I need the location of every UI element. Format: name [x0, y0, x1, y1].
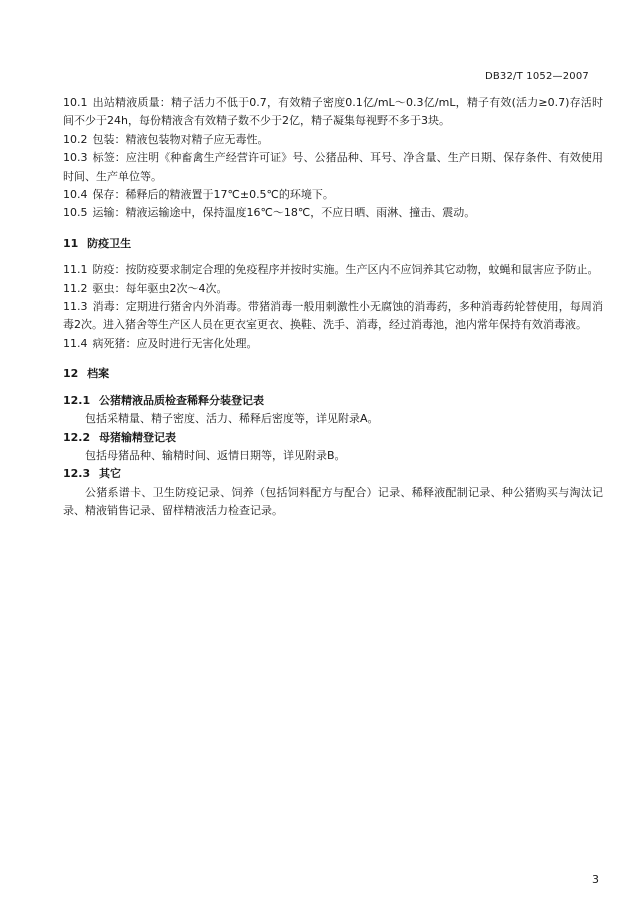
clause-12-1-text: 包括采精量、精子密度、活力、稀释后密度等，详见附录A。 — [85, 412, 379, 426]
clause-text: 包装：精液包装物对精子应无毒性。 — [92, 132, 269, 146]
clause-number: 11.1 — [63, 263, 88, 277]
clause-number: 12.1 — [63, 393, 91, 407]
clause-11-2 — [63, 280, 603, 298]
clause-10-5 — [63, 204, 603, 222]
clause-12-3-title — [63, 465, 603, 483]
clause-12-1-title — [63, 392, 603, 410]
clause-number: 10.3 — [63, 151, 88, 165]
clause-number: 10.1 — [63, 96, 88, 109]
clause-number: 10.2 — [63, 132, 88, 146]
clause-text: 标签：应注明《种畜禽生产经营许可证》号、公猪品种、耳号、净含量、生产日期、保存条件、有效使用时间、生产单位等。 — [63, 151, 603, 183]
clause-10-1 — [63, 94, 603, 131]
clause-text: 防疫：按防疫要求制定合理的免疫程序并按时实施。生产区内不应饲养其它动物，蚊蝇和鼠害应予防止。 — [92, 263, 599, 277]
clause-12-3-text: 公猪系谱卡、卫生防疫记录、饲养（包括饲料配方与配合）记录、稀释液配制记录、种公猪购买与淘汰记录、精液销售记录、留样精液活力检查记录。 — [63, 485, 603, 518]
document-body — [63, 94, 603, 521]
clause-number: 10.4 — [63, 188, 88, 202]
section-number: 12 — [63, 367, 79, 381]
clause-title: 其它 — [98, 467, 121, 481]
clause-12-2-text: 包括母猪品种、输精时间、返情日期等，详见附录B。 — [85, 448, 346, 462]
standard-number: DB32/T 1052—2007 — [484, 71, 589, 82]
clause-10-2 — [63, 131, 603, 149]
clause-text: 病死猪：应及时进行无害化处理。 — [92, 336, 258, 350]
clause-text: 驱虫：每年驱虫2次～4次。 — [92, 281, 228, 295]
clause-text: 出站精液质量：精子活力不低于0.7，有效精子密度0.1亿/mL～0.3亿/mL，精子有效(活力≥0.7)存活时间不少于24h，每份精液含有效精子数不少于2亿，精子凝集每视野不多于3块。 — [63, 96, 603, 128]
clause-text: 消毒：定期进行猪舍内外消毒。带猪消毒一般用刺激性小无腐蚀的消毒药，多种消毒药轮替使用，每周消毒2次。进入猪舍等生产区人员在更衣室更衣、换鞋、洗手、消毒，经过消毒池，池内常年保持有效消毒液。 — [63, 300, 603, 332]
clause-number: 12.3 — [63, 467, 91, 481]
clause-11-3 — [63, 298, 603, 335]
clause-text: 保存：稀释后的精液置于17℃±0.5℃的环境下。 — [92, 188, 334, 202]
clause-11-4 — [63, 335, 603, 353]
section-11-heading — [63, 235, 603, 253]
clause-number: 12.2 — [63, 430, 91, 444]
clause-number: 11.3 — [63, 300, 88, 314]
clause-number: 11.2 — [63, 281, 88, 295]
clause-text: 运输：精液运输途中，保持温度16℃～18℃，不应日晒、雨淋、撞击、震动。 — [92, 206, 476, 220]
clause-title: 公猪精液品质检查稀释分装登记表 — [98, 393, 264, 407]
clause-10-4 — [63, 186, 603, 204]
section-title: 防疫卫生 — [87, 236, 132, 250]
clause-number: 11.4 — [63, 336, 88, 350]
clause-11-1 — [63, 261, 603, 279]
section-12-heading — [63, 365, 603, 383]
section-number: 11 — [63, 236, 79, 250]
clause-title: 母猪输精登记表 — [98, 430, 176, 444]
page-number: 3 — [592, 873, 599, 886]
clause-number: 10.5 — [63, 206, 88, 220]
section-title: 档案 — [87, 367, 110, 381]
clause-10-3 — [63, 149, 603, 186]
clause-12-2-title — [63, 429, 603, 447]
